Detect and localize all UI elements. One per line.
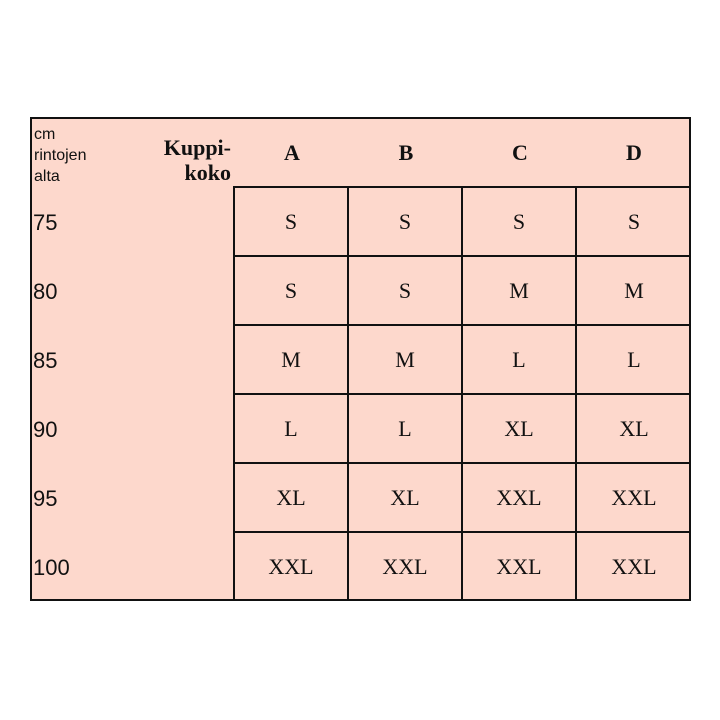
size-cell: S bbox=[627, 208, 641, 234]
table-row bbox=[235, 533, 691, 601]
size-cell: L bbox=[235, 395, 349, 462]
size-cell: S bbox=[463, 188, 577, 255]
cup-size-title bbox=[164, 135, 231, 185]
unit-label bbox=[34, 124, 86, 187]
unit-label-line: alta bbox=[34, 168, 60, 185]
size-cell: XXL bbox=[611, 554, 657, 579]
row-label-band: 95 bbox=[33, 486, 58, 511]
size-cell: M bbox=[349, 326, 463, 393]
size-cell: XL bbox=[619, 415, 649, 441]
size-cell: L bbox=[349, 395, 463, 462]
unit-label-line: rintojen bbox=[34, 147, 87, 164]
size-cell: XXL bbox=[235, 533, 349, 601]
size-cell: XXL bbox=[349, 533, 463, 601]
row-label-band: 75 bbox=[33, 210, 58, 235]
size-cell: L bbox=[463, 326, 577, 393]
unit-label-line: cm bbox=[34, 126, 56, 143]
size-cell: L bbox=[627, 346, 641, 372]
table-row bbox=[235, 395, 691, 464]
size-cell: M bbox=[235, 326, 349, 393]
size-cell: XXL bbox=[463, 533, 577, 601]
size-cell: XL bbox=[349, 464, 463, 531]
size-cell: S bbox=[235, 257, 349, 324]
column-header-a: A bbox=[284, 140, 300, 165]
row-label-band: 80 bbox=[33, 279, 58, 304]
row-label-band: 90 bbox=[33, 417, 58, 442]
size-cell: XXL bbox=[463, 464, 577, 531]
size-cell: M bbox=[463, 257, 577, 324]
row-label-band: 85 bbox=[33, 348, 58, 373]
size-cell: S bbox=[235, 188, 349, 255]
size-cell: XL bbox=[235, 464, 349, 531]
row-label-band: 100 bbox=[33, 555, 70, 580]
column-header-c: C bbox=[512, 140, 528, 165]
table-row bbox=[235, 257, 691, 326]
size-cell: XL bbox=[463, 395, 577, 462]
size-cell: S bbox=[349, 257, 463, 324]
column-header-d: D bbox=[626, 140, 642, 165]
cup-title-line: koko bbox=[184, 160, 231, 185]
size-cell: XXL bbox=[611, 484, 657, 510]
size-cell: M bbox=[624, 277, 644, 303]
size-cell: S bbox=[349, 188, 463, 255]
size-grid bbox=[233, 186, 691, 601]
table-row bbox=[235, 326, 691, 395]
size-chart-table bbox=[30, 117, 691, 601]
cup-title-line: Kuppi- bbox=[163, 135, 231, 160]
table-row bbox=[235, 464, 691, 533]
table-row bbox=[235, 188, 691, 257]
column-header-b: B bbox=[398, 140, 414, 165]
